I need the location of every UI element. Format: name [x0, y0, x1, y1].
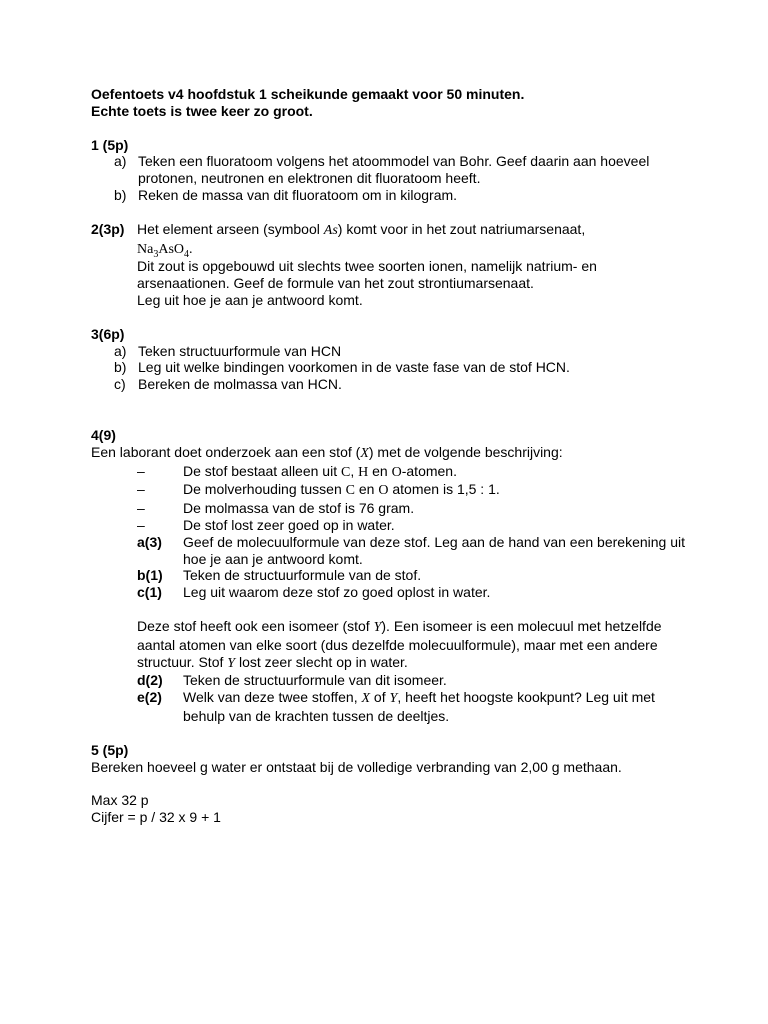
question-3b: [91, 359, 691, 376]
question-4e: e(2) Welk van deze twee stoffen, X of Y, heeft het hoogste kookpunt? Leg uit met behulp van de krachten tussen de deeltjes.: [137, 689, 655, 724]
question-1-label: 1 (5p): [91, 136, 129, 153]
question-1b: [91, 187, 691, 204]
question-1a: [91, 153, 691, 187]
question-4b: b(1) Teken de structuurformule van de stof.: [137, 567, 422, 584]
page-title-line-2: Echte toets is twee keer zo groot.: [91, 102, 313, 119]
question-3c: [91, 376, 691, 393]
page-title-line-1: Oefentoets v4 hoofdstuk 1 scheikunde gemaakt voor 50 minuten.: [91, 86, 525, 102]
question-3a: [91, 343, 691, 360]
max-points: Max 32 p: [91, 792, 149, 809]
question-4-label: 4(9): [91, 426, 116, 443]
question-2-text: Het element arseen (symbool As) komt voor in het zout natriumarsenaat,: [137, 220, 586, 238]
question-3c-label: c): [114, 376, 126, 393]
question-3-label: 3(6p): [91, 325, 125, 342]
question-2: [91, 221, 691, 240]
question-4-isomer-paragraph: Deze stof heeft ook een isomeer (stof Y). Een isomeer is een molecuul met hetzelfde aantal atomen van elke soort (dus dezelfde molecuulformule), maar met een andere structuur. Stof Y lost zeer slecht op in water.: [137, 617, 662, 671]
question-4-desc-3: – De molmassa van de stof is 76 gram.: [137, 500, 415, 517]
question-4a: a(3) Geef de molecuulformule van deze stof. Leg aan de hand van een berekening uit hoe je aan je antwoord komt.: [137, 533, 686, 567]
question-5-text: Bereken hoeveel g water er ontstaat bij de volledige verbranding van 2,00 g methaan.: [91, 758, 622, 775]
arsenic-symbol: As: [323, 222, 338, 238]
question-1b-label: b): [114, 186, 127, 203]
question-4-desc-4: – De stof lost zeer goed op in water.: [137, 516, 395, 533]
question-2-label: 2(3p): [91, 220, 125, 237]
question-5-label: 5 (5p): [91, 741, 129, 758]
grade-formula: Cijfer = p / 32 x 9 + 1: [91, 809, 221, 826]
question-1b-text: Reken de massa van dit fluoratoom om in kilogram.: [138, 186, 458, 203]
question-1a-text: Teken een fluoratoom volgens het atoommodel van Bohr. Geef daarin aan hoeveel protonen, neutronen en elektronen dit fluoratoom heeft.: [138, 153, 650, 187]
question-3b-label: b): [114, 359, 127, 376]
question-3b-text: Leg uit welke bindingen voorkomen in de vaste fase van de stof HCN.: [138, 359, 570, 376]
question-3a-label: a): [114, 342, 127, 359]
question-4d: d(2) Teken de structuurformule van dit isomeer.: [137, 672, 447, 689]
question-4c: c(1) Leg uit waarom deze stof zo goed oplost in water.: [137, 584, 491, 601]
document: [91, 86, 691, 826]
question-2-text-2: Dit zout is opgebouwd uit slechts twee soorten ionen, namelijk natrium- en arsenaationen. Geef de formule van het zout strontiumarsenaat.: [137, 258, 597, 292]
question-4-intro: Een laborant doet onderzoek aan een stof (X) met de volgende beschrijving:: [91, 443, 563, 461]
question-3c-text: Bereken de molmassa van HCN.: [138, 376, 342, 393]
question-3a-text: Teken structuurformule van HCN: [138, 342, 342, 359]
question-2-text-3: Leg uit hoe je aan je antwoord komt.: [137, 291, 363, 308]
question-2-formula: $Na_3AsO_4$.: [137, 241, 193, 260]
question-1a-label: a): [114, 153, 127, 170]
question-4-desc-1: – De stof bestaat alleen uit C, H en O-atomen.: [137, 462, 457, 480]
question-4-desc-2: – De molverhouding tussen C en O atomen is 1,5 : 1.: [137, 481, 500, 499]
